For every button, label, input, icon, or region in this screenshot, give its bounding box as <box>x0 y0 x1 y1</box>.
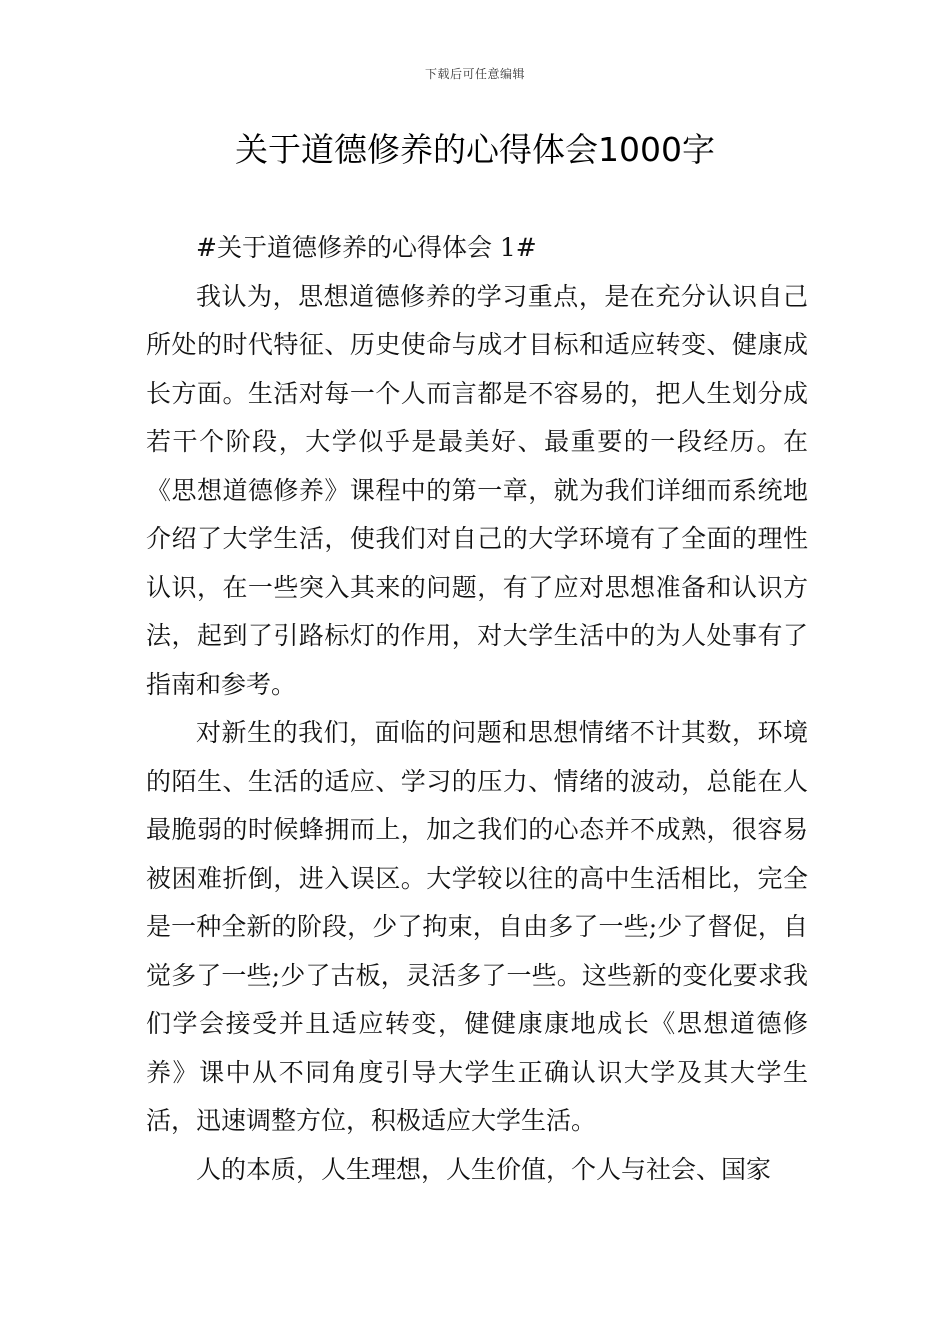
document-body <box>146 224 808 1194</box>
paragraph-3: 人的本质，人生理想，人生价值，个人与社会、国家 <box>196 1154 772 1184</box>
section-heading: #关于道德修养的心得体会 1# <box>196 233 537 262</box>
header-note: 下载后可任意编辑 <box>424 67 525 81</box>
paragraph-1: 我认为，思想道德修养的学习重点，是在充分认识自己所处的时代特征、历史使命与成才目标和适应转变、健康成长方面。生活对每一个人而言都是不容易的，把人生划分成若干个阶段，大学似乎是最美好、最重要的一段经历。在《思想道德修养》课程中的第一章，就为我们详细而系统地介绍了大学生活，使我们对自己的大学环境有了全面的理性认识，在一些突入其来的问题，有了应对思想准备和认识方法，起到了引路标灯的作用，对大学生活中的为人处事有了指南和参考。 <box>146 281 808 699</box>
paragraph-2: 对新生的我们，面临的问题和思想情绪不计其数，环境的陌生、生活的适应、学习的压力、情绪的波动，总能在人最脆弱的时候蜂拥而上，加之我们的心态并不成熟，很容易被困难折倒，进入误区。大学较以往的高中生活相比，完全是一种全新的阶段，少了拘束，自由多了一些;少了督促，自觉多了一些;少了古板，灵活多了一些。这些新的变化要求我们学会接受并且适应转变，健健康康地成长《思想道德修养》课中从不同角度引导大学生正确认识大学及其大学生活，迅速调整方位，积极适应大学生活。 <box>146 718 808 1135</box>
document-title: 关于道德修养的心得体会1000字 <box>235 130 715 169</box>
